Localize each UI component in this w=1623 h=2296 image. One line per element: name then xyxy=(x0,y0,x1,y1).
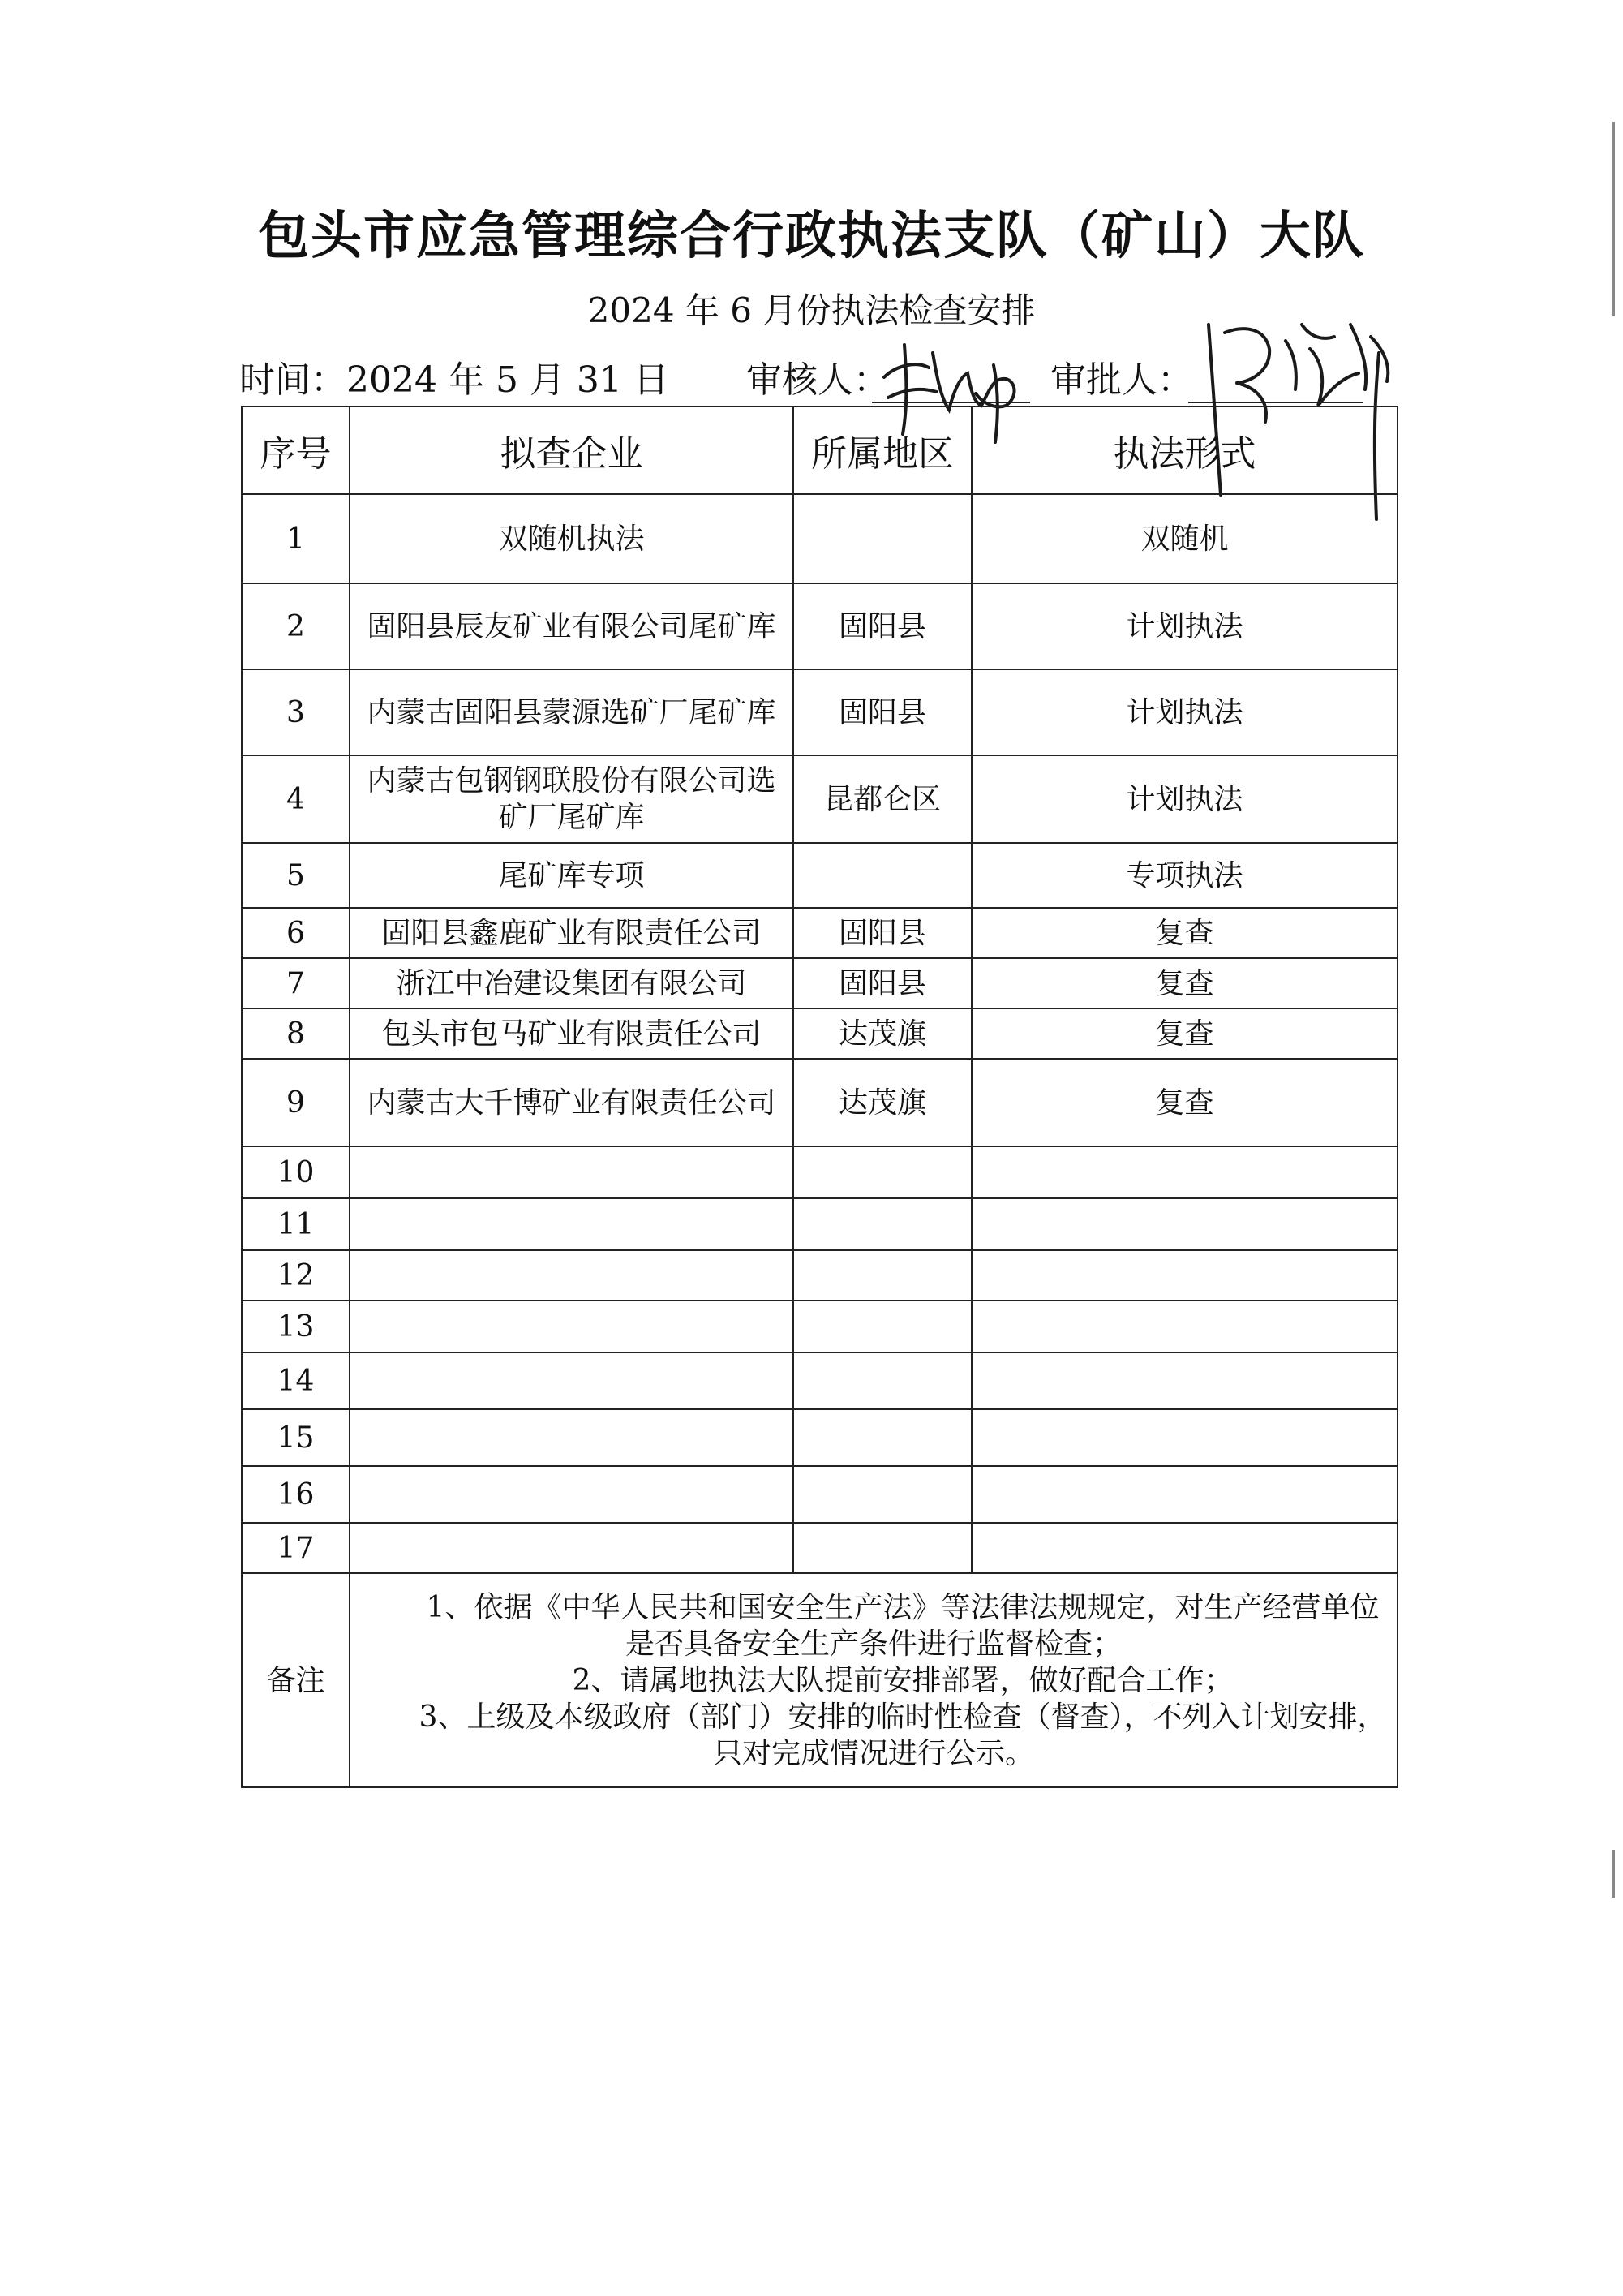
page-subtitle: 2024 年 6 月份执法检查安排 xyxy=(587,290,1036,330)
row-enforcement-form xyxy=(972,1352,1398,1409)
row-company: 包头市包马矿业有限责任公司 xyxy=(350,1008,793,1059)
page-title: 包头市应急管理综合行政执法支队（矿山）大队 xyxy=(258,205,1365,265)
row-region xyxy=(793,1146,972,1198)
table-row xyxy=(242,958,1398,1008)
row-enforcement-form: 复查 xyxy=(972,1059,1398,1146)
table-header-row xyxy=(242,406,1398,494)
row-number: 4 xyxy=(242,755,350,843)
row-number: 12 xyxy=(242,1250,350,1301)
row-region xyxy=(793,494,972,583)
header-number: 序号 xyxy=(242,406,350,494)
row-region: 达茂旗 xyxy=(793,1008,972,1059)
table-row xyxy=(242,1146,1398,1198)
row-region xyxy=(793,843,972,908)
table-row xyxy=(242,583,1398,669)
row-number: 1 xyxy=(242,494,350,583)
note-item: 3、上级及本级政府（部门）安排的临时性检查（督查），不列入计划安排，只对完成情况进行公示。 xyxy=(419,1700,1387,1770)
row-number: 6 xyxy=(242,908,350,958)
row-company: 尾矿库专项 xyxy=(350,843,793,908)
row-number: 11 xyxy=(242,1198,350,1250)
row-region xyxy=(793,1352,972,1409)
row-enforcement-form xyxy=(972,1301,1398,1352)
table-row xyxy=(242,1059,1398,1146)
row-enforcement-form: 复查 xyxy=(972,958,1398,1008)
table-row xyxy=(242,1523,1398,1573)
table-row xyxy=(242,1352,1398,1409)
row-enforcement-form: 专项执法 xyxy=(972,843,1398,908)
row-company: 双随机执法 xyxy=(350,494,793,583)
row-region: 固阳县 xyxy=(793,908,972,958)
row-company xyxy=(350,1146,793,1198)
row-region: 固阳县 xyxy=(793,958,972,1008)
table-row xyxy=(242,1409,1398,1466)
table-row xyxy=(242,1466,1398,1523)
row-enforcement-form: 计划执法 xyxy=(972,755,1398,843)
row-company: 固阳县辰友矿业有限公司尾矿库 xyxy=(350,583,793,669)
row-region xyxy=(793,1301,972,1352)
row-region xyxy=(793,1198,972,1250)
row-number: 17 xyxy=(242,1523,350,1573)
table-row xyxy=(242,1301,1398,1352)
margin-mark xyxy=(1612,1850,1615,1898)
table-row xyxy=(242,1250,1398,1301)
row-company xyxy=(350,1198,793,1250)
margin-mark xyxy=(1612,122,1615,316)
notes-row xyxy=(242,1573,1398,1787)
row-region xyxy=(793,1409,972,1466)
row-region: 固阳县 xyxy=(793,669,972,755)
notes-content xyxy=(350,1573,1398,1787)
row-number: 5 xyxy=(242,843,350,908)
row-company xyxy=(350,1523,793,1573)
row-enforcement-form: 计划执法 xyxy=(972,583,1398,669)
row-number: 2 xyxy=(242,583,350,669)
row-enforcement-form: 双随机 xyxy=(972,494,1398,583)
row-region: 昆都仑区 xyxy=(793,755,972,843)
table-row xyxy=(242,1008,1398,1059)
note-item: 1、依据《中华人民共和国安全生产法》等法律法规规定，对生产经营单位是否具备安全生产条件进行监督检查； xyxy=(426,1590,1380,1661)
table-row xyxy=(242,494,1398,583)
date-label: 时间： xyxy=(239,359,346,401)
row-enforcement-form: 复查 xyxy=(972,908,1398,958)
row-enforcement-form xyxy=(972,1523,1398,1573)
reviewer-label: 审核人： xyxy=(746,359,889,401)
row-number: 9 xyxy=(242,1059,350,1146)
schedule-table xyxy=(241,406,1398,1788)
note-item: 2、请属地执法大队提前安排部署，做好配合工作； xyxy=(572,1663,1234,1697)
notes-label: 备注 xyxy=(242,1573,350,1787)
row-number: 3 xyxy=(242,669,350,755)
row-company: 固阳县鑫鹿矿业有限责任公司 xyxy=(350,908,793,958)
row-region xyxy=(793,1466,972,1523)
row-number: 8 xyxy=(242,1008,350,1059)
row-company xyxy=(350,1250,793,1301)
row-number: 13 xyxy=(242,1301,350,1352)
row-number: 7 xyxy=(242,958,350,1008)
row-company: 内蒙古固阳县蒙源选矿厂尾矿库 xyxy=(350,669,793,755)
row-enforcement-form: 计划执法 xyxy=(972,669,1398,755)
header-region: 所属地区 xyxy=(793,406,972,494)
table-row xyxy=(242,1198,1398,1250)
table-row xyxy=(242,755,1398,843)
row-region: 固阳县 xyxy=(793,583,972,669)
row-enforcement-form xyxy=(972,1198,1398,1250)
header-enforcement-form: 执法形式 xyxy=(972,406,1398,494)
row-enforcement-form xyxy=(972,1146,1398,1198)
table-row xyxy=(242,843,1398,908)
row-enforcement-form: 复查 xyxy=(972,1008,1398,1059)
row-enforcement-form xyxy=(972,1466,1398,1523)
row-number: 16 xyxy=(242,1466,350,1523)
row-company xyxy=(350,1352,793,1409)
row-company xyxy=(350,1409,793,1466)
date-value: 2024 年 5 月 31 日 xyxy=(346,359,669,401)
header-company: 拟查企业 xyxy=(350,406,793,494)
row-company: 内蒙古包钢钢联股份有限公司选矿厂尾矿库 xyxy=(350,755,793,843)
row-enforcement-form xyxy=(972,1250,1398,1301)
row-company xyxy=(350,1301,793,1352)
table-row xyxy=(242,669,1398,755)
row-company xyxy=(350,1466,793,1523)
row-region xyxy=(793,1523,972,1573)
row-number: 14 xyxy=(242,1352,350,1409)
approver-label: 审批人： xyxy=(1050,359,1193,401)
row-company: 内蒙古大千博矿业有限责任公司 xyxy=(350,1059,793,1146)
row-number: 15 xyxy=(242,1409,350,1466)
row-company: 浙江中冶建设集团有限公司 xyxy=(350,958,793,1008)
table-row xyxy=(242,908,1398,958)
row-region xyxy=(793,1250,972,1301)
row-number: 10 xyxy=(242,1146,350,1198)
row-enforcement-form xyxy=(972,1409,1398,1466)
date-field xyxy=(239,350,669,402)
row-region: 达茂旗 xyxy=(793,1059,972,1146)
